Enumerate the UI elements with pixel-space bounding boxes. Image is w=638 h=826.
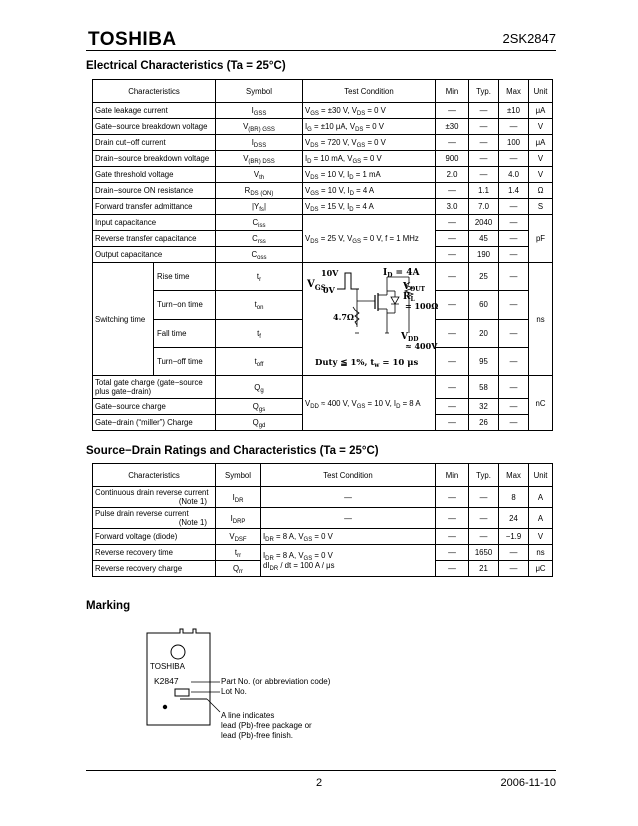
col-header: Symbol <box>216 80 303 103</box>
unit: A <box>529 508 553 529</box>
package-mounting-hole <box>171 645 185 659</box>
circuit-label: Duty ≦ 1%, $t_w = 10$ μs <box>315 358 419 369</box>
unit: Ω <box>529 183 553 199</box>
max-value: — <box>499 319 529 347</box>
characteristic-name: Reverse recovery charge <box>93 561 216 577</box>
typ-value: — <box>469 167 499 183</box>
characteristic-name: Reverse transfer capacitance <box>93 231 216 247</box>
characteristic-name: Input capacitance <box>93 215 216 231</box>
label-line: lead (Pb)-free package or <box>221 721 312 730</box>
table-header-row <box>93 80 553 103</box>
min-value: — <box>436 263 469 291</box>
page-number: 2 <box>316 777 323 789</box>
col-header: Characteristics <box>93 464 216 487</box>
table-row <box>93 508 553 529</box>
max-value: — <box>499 347 529 375</box>
min-value: — <box>436 529 469 545</box>
symbol: $t_{rr}$ <box>216 545 261 561</box>
typ-value: 60 <box>469 291 499 319</box>
unit: nC <box>529 376 553 431</box>
table-row <box>93 215 553 231</box>
max-value: — <box>499 561 529 577</box>
symbol: $t_{off}$ <box>216 347 303 375</box>
min-value: 2.0 <box>436 167 469 183</box>
label-line: lead (Pb)-free finish. <box>221 731 294 740</box>
min-value: — <box>436 103 469 119</box>
source-drain-table <box>92 463 553 577</box>
circuit-label: ≈ 400V <box>405 341 438 351</box>
unit: V <box>529 151 553 167</box>
header-rule <box>86 50 556 51</box>
switching-parameter-name: Turn−on time <box>154 291 215 319</box>
package-brand-text: TOSHIBA <box>150 662 185 671</box>
toshiba-logo: TOSHIBA <box>88 29 177 50</box>
max-value: — <box>499 231 529 247</box>
max-value: ±10 <box>499 103 529 119</box>
typ-value: 1.1 <box>469 183 499 199</box>
gate-pulse-waveform <box>337 273 359 289</box>
typ-value: — <box>469 487 499 508</box>
unit: ns <box>529 263 553 376</box>
test-condition: — <box>261 487 436 508</box>
characteristic-name: Gate leakage current <box>93 103 216 119</box>
characteristic-name: Gate−drain (“miller”) Charge <box>93 415 216 431</box>
switching-parameter-name: Fall time <box>154 320 215 348</box>
test-condition: $I_D = 10$ mA, $V_{GS} = 0$ V <box>303 151 436 167</box>
unit: S <box>529 199 553 215</box>
switching-parameter-name: Turn−off time <box>157 356 203 366</box>
symbol: $C_{oss}$ <box>216 247 303 263</box>
part-number: 2SK2847 <box>502 31 556 46</box>
unit: μA <box>529 135 553 151</box>
label-lot-no: Lot No. <box>221 687 247 696</box>
max-value: — <box>499 199 529 215</box>
col-header: Test Condition <box>303 80 436 103</box>
min-value: — <box>436 399 469 415</box>
typ-value: — <box>469 508 499 529</box>
circuit-label: 0V <box>323 285 335 295</box>
symbol: $V_{(BR) GSS}$ <box>216 119 303 135</box>
max-value: −1.9 <box>499 529 529 545</box>
test-condition: $I_{DR} = 8$ A, $V_{GS} = 0$ V <box>261 529 436 545</box>
table-row <box>93 119 553 135</box>
characteristic-name: Gate−source breakdown voltage <box>93 119 216 135</box>
max-value: — <box>499 399 529 415</box>
unit: ns <box>529 545 553 561</box>
max-value: — <box>499 376 529 399</box>
symbol: $t_f$ <box>216 319 303 347</box>
circuit-label: = 100Ω <box>405 301 439 311</box>
max-value: 24 <box>499 508 529 529</box>
typ-value: 20 <box>469 319 499 347</box>
typ-value: 26 <box>469 415 499 431</box>
switching-parameter-name: Rise time <box>154 263 215 291</box>
unit: μC <box>529 561 553 577</box>
unit: V <box>529 167 553 183</box>
characteristic-name: Gate threshold voltage <box>93 167 216 183</box>
symbol: $t_r$ <box>216 263 303 291</box>
col-header: Typ. <box>469 80 499 103</box>
max-value: 4.0 <box>499 167 529 183</box>
characteristic-name: Pulse drain reverse current (Note 1) <box>93 508 216 529</box>
col-header: Symbol <box>216 464 261 487</box>
min-value: ±30 <box>436 119 469 135</box>
min-value: — <box>436 291 469 319</box>
typ-value: — <box>469 151 499 167</box>
col-header: Max <box>499 80 529 103</box>
table-row <box>93 199 553 215</box>
section-title-source-drain: Source−Drain Ratings and Characteristics (Ta = 25°C) <box>86 445 379 457</box>
symbol: $I_{DR}$ <box>216 487 261 508</box>
switching-test-circuit <box>305 267 439 371</box>
section-title-electrical: Electrical Characteristics (Ta = 25°C) <box>86 60 286 72</box>
typ-value: 32 <box>469 399 499 415</box>
circuit-label: $V_{OUT}$ <box>403 282 425 293</box>
test-condition: $I_G = \pm 10$ μA, $V_{DS} = 0$ V <box>303 119 436 135</box>
table-row <box>93 151 553 167</box>
symbol: $C_{rss}$ <box>216 231 303 247</box>
unit: A <box>529 487 553 508</box>
col-header: Unit <box>529 464 553 487</box>
symbol: $Q_g$ <box>216 376 303 399</box>
typ-value: 95 <box>469 347 499 375</box>
circuit-label: $V_{GS}$ <box>307 279 326 292</box>
test-condition: — <box>261 508 436 529</box>
min-value: — <box>436 487 469 508</box>
section-title-marking: Marking <box>86 600 131 612</box>
note-ref: (Note 1) <box>178 497 207 506</box>
symbol: $Q_{rr}$ <box>216 561 261 577</box>
typ-value: — <box>469 135 499 151</box>
test-condition: $V_{DS} = 10$ V, $I_D = 1$ mA <box>303 167 436 183</box>
characteristic-name: Gate−source charge <box>93 399 216 415</box>
col-header: Typ. <box>469 464 499 487</box>
max-value: — <box>499 545 529 561</box>
min-value: — <box>436 319 469 347</box>
characteristic-name: Drain−source breakdown voltage <box>93 151 216 167</box>
test-condition: $V_{DS} = 15$ V, $I_D = 4$ A <box>303 199 436 215</box>
min-value: — <box>436 545 469 561</box>
test-condition: $V_{DS} = 720$ V, $V_{GS} = 0$ V <box>303 135 436 151</box>
electrical-characteristics-table <box>92 79 553 431</box>
label-line: A line indicates <box>221 711 275 720</box>
symbol: $Q_{gd}$ <box>216 415 303 431</box>
typ-value: — <box>469 529 499 545</box>
min-value: — <box>436 415 469 431</box>
table-row <box>93 135 553 151</box>
package-pin1-dot <box>163 705 167 709</box>
max-value: — <box>499 215 529 231</box>
col-header: Min <box>436 464 469 487</box>
max-value: — <box>499 263 529 291</box>
characteristic-name: Reverse recovery time <box>93 545 216 561</box>
unit: V <box>529 119 553 135</box>
symbol: $R_{DS (ON)}$ <box>216 183 303 199</box>
min-value: — <box>436 135 469 151</box>
min-value: — <box>436 247 469 263</box>
package-part-text: K2847 <box>154 676 179 686</box>
test-condition: $I_{DR} = 8$ A, $V_{GS} = 0$ V $dI_{DR}$ / dt = 100 A / μs <box>261 545 436 577</box>
col-header: Min <box>436 80 469 103</box>
max-value: — <box>499 151 529 167</box>
typ-value: 190 <box>469 247 499 263</box>
table-row <box>93 529 553 545</box>
symbol: $I_{DRP}$ <box>216 508 261 529</box>
min-value: — <box>436 347 469 375</box>
symbol: $|Y_{fs}|$ <box>216 199 303 215</box>
typ-value: — <box>469 119 499 135</box>
label-part-no: Part No. (or abbreviation code) <box>221 677 331 686</box>
typ-value: 21 <box>469 561 499 577</box>
unit: μA <box>529 103 553 119</box>
circuit-label: 10V <box>321 268 339 278</box>
min-value: 3.0 <box>436 199 469 215</box>
col-header: Unit <box>529 80 553 103</box>
circuit-label: $V_{DD}$ <box>401 332 419 343</box>
symbol: $t_{on}$ <box>216 291 303 319</box>
characteristic-name: Output capacitance <box>93 247 216 263</box>
max-value: — <box>499 119 529 135</box>
characteristic-name <box>93 263 216 376</box>
max-value: — <box>499 415 529 431</box>
unit: V <box>529 529 553 545</box>
symbol: $V_{DSF}$ <box>216 529 261 545</box>
symbol: $I_{GSS}$ <box>216 103 303 119</box>
footer-date: 2006-11-10 <box>500 777 556 789</box>
min-value: 900 <box>436 151 469 167</box>
symbol: $V_{th}$ <box>216 167 303 183</box>
characteristic-name: Drain−source ON resistance <box>93 183 216 199</box>
typ-value: 7.0 <box>469 199 499 215</box>
characteristic-name: Total gate charge (gate−source plus gate−drain) <box>93 376 216 399</box>
test-condition-circuit <box>303 263 439 376</box>
table-row <box>93 103 553 119</box>
table-header-row <box>93 464 553 487</box>
col-header: Characteristics <box>93 80 216 103</box>
col-header: Max <box>499 464 529 487</box>
test-condition: $V_{DD} \approx 400$ V, $V_{GS} = 10$ V, $I_D = 8$ A <box>303 376 436 431</box>
symbol: $C_{iss}$ <box>216 215 303 231</box>
min-value: — <box>436 231 469 247</box>
symbol: $Q_{gs}$ <box>216 399 303 415</box>
table-row <box>93 183 553 199</box>
max-value: — <box>499 291 529 319</box>
max-value: 1.4 <box>499 183 529 199</box>
test-condition: $V_{GS} = \pm 30$ V, $V_{DS} = 0$ V <box>303 103 436 119</box>
characteristic-name: Continuous drain reverse current (Note 1) <box>93 487 216 508</box>
max-value: 8 <box>499 487 529 508</box>
table-row <box>93 545 553 561</box>
circuit-label: $I_D = 4A$ <box>383 268 420 279</box>
typ-value: 58 <box>469 376 499 399</box>
max-value: 100 <box>499 135 529 151</box>
col-header: Test Condition <box>261 464 436 487</box>
lot-number-box <box>175 689 189 696</box>
typ-value: 45 <box>469 231 499 247</box>
min-value: — <box>436 215 469 231</box>
footer-rule <box>86 770 556 771</box>
circuit-label: $R_L$ <box>403 292 415 303</box>
unit: pF <box>529 215 553 263</box>
typ-value: 25 <box>469 263 499 291</box>
body-diode <box>391 297 399 304</box>
min-value: — <box>436 183 469 199</box>
typ-value: 2040 <box>469 215 499 231</box>
typ-value: — <box>469 103 499 119</box>
min-value: — <box>436 561 469 577</box>
test-condition: $V_{GS} = 10$ V, $I_D = 4$ A <box>303 183 436 199</box>
symbol: $V_{(BR) DSS}$ <box>216 151 303 167</box>
characteristic-name: Forward transfer admittance <box>93 199 216 215</box>
note-ref: (Note 1) <box>178 518 207 527</box>
label-lead-free <box>221 711 312 741</box>
table-row <box>93 263 553 291</box>
leader-line <box>207 699 220 712</box>
table-row <box>93 167 553 183</box>
characteristic-name: Drain cut−off current <box>93 135 216 151</box>
characteristic-name: Forward voltage (diode) <box>93 529 216 545</box>
min-value: — <box>436 376 469 399</box>
symbol: $I_{DSS}$ <box>216 135 303 151</box>
table-row <box>93 487 553 508</box>
typ-value: 1650 <box>469 545 499 561</box>
min-value: — <box>436 508 469 529</box>
test-condition: $V_{DS} = 25$ V, $V_{GS} = 0$ V, f = 1 MHz <box>303 215 436 263</box>
circuit-label: 4.7Ω <box>333 312 355 322</box>
max-value: — <box>499 247 529 263</box>
switching-time-label: Switching time <box>93 263 154 375</box>
table-row <box>93 376 553 399</box>
